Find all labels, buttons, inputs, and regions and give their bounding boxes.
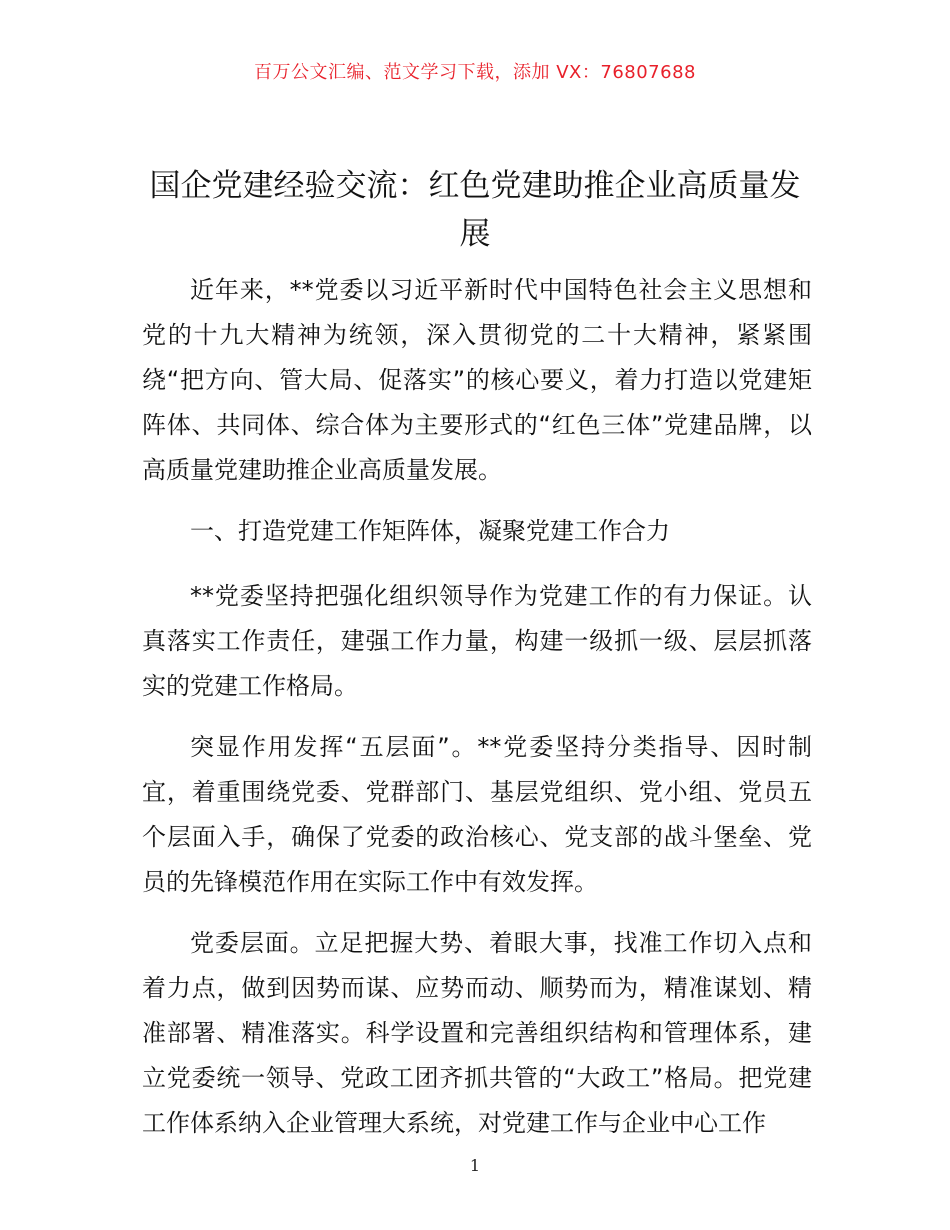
paragraph-five-levels: 突显作用发挥“五层面”。**党委坚持分类指导、因时制宜，着重围绕党委、党群部门、基层党组织、党小组、党员五个层面入手，确保了党委的政治核心、党支部的战斗堡垒、党员的先锋模范作用在实际工作中有效发挥。 [142,733,812,896]
paragraph-intro: 近年来，**党委以习近平新时代中国特色社会主义思想和党的十九大精神为统领，深入贯彻党的二十大精神，紧紧围绕“把方向、管大局、促落实”的核心要义，着力打造以党建矩阵体、共同体、综合体为主要形式的“红色三体”党建品牌，以高质量党建助推企业高质量发展。 [142,276,812,484]
paragraph-organization: **党委坚持把强化组织领导作为党建工作的有力保证。认真落实工作责任，建强工作力量，构建一级抓一级、层层抓落实的党建工作格局。 [142,582,812,700]
paragraph-party-committee-level: 党委层面。立足把握大势、着眼大事，找准工作切入点和着力点，做到因势而谋、应势而动、顺势而为，精准谋划、精准部署、精准落实。科学设置和完善组织结构和管理体系，建立党委统一领导、党政工团齐抓共管的“大政工”格局。把党建工作体系纳入企业管理大系统，对党建工作与企业中心工作 [142,929,812,1137]
page-number: 1 [469,1156,481,1175]
document-body [142,268,812,1162]
section-heading-1: 一、打造党建工作矩阵体，凝聚党建工作合力 [190,517,670,545]
document-title: 国企党建经验交流：红色党建助推企业高质量发展 [149,168,801,252]
header-watermark-note: 百万公文汇编、范文学习下载，添加 VX：76807688 [254,62,696,83]
